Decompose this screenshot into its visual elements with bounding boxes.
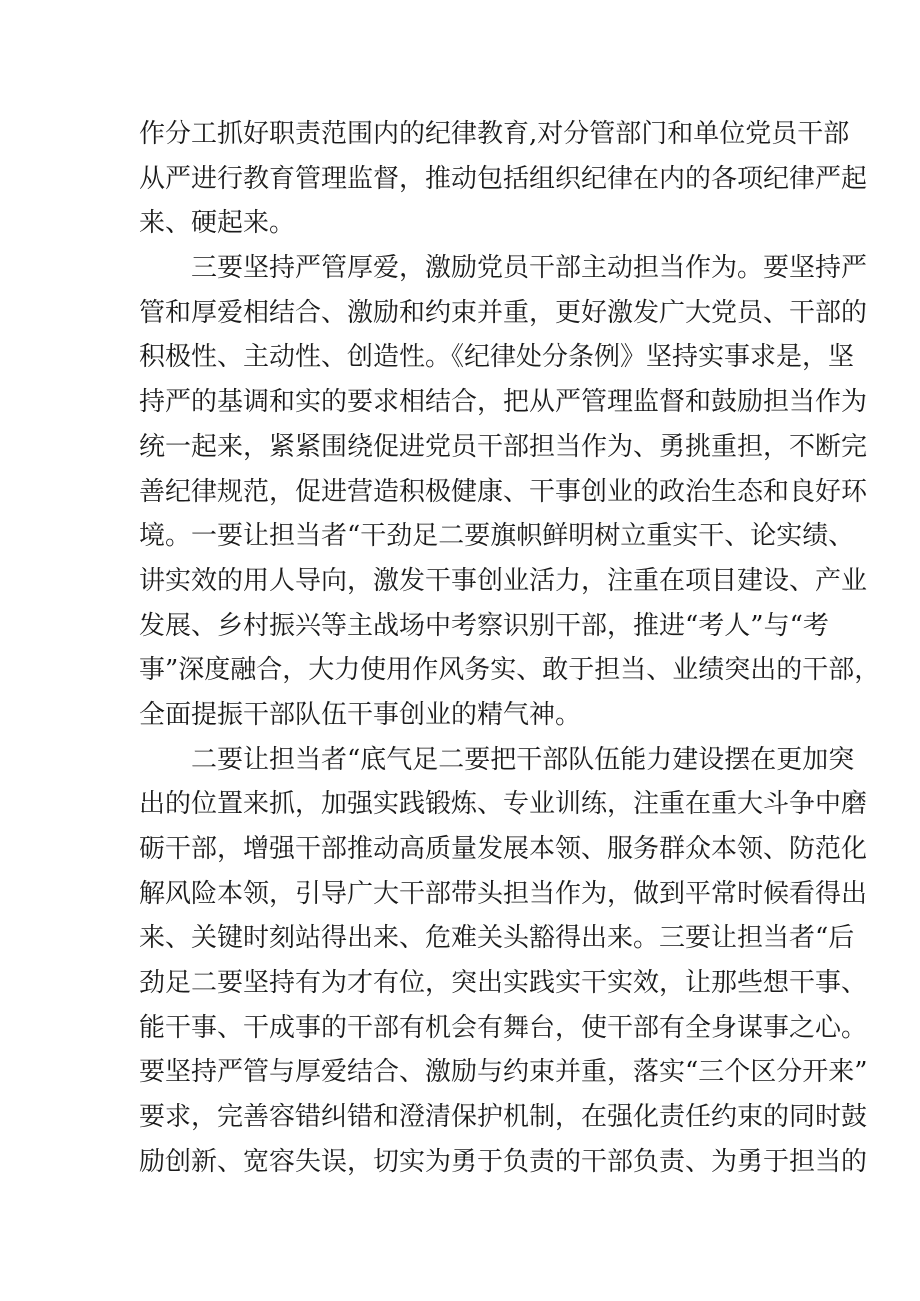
text-line: 境。一要让担当者“干劲足二要旗帜鲜明树立重实干、论实绩、 (139, 521, 855, 552)
text-line: 善纪律规范，促进营造积极健康、干事创业的政治生态和良好环 (139, 476, 868, 507)
text-line: 管和厚爱相结合、激励和约束并重，更好激发广大党员、干部的 (139, 297, 868, 328)
text-line: 全面提振干部队伍干事创业的精气神。 (139, 699, 582, 730)
text-line: 砺干部，增强干部推动高质量发展本领、服务群众本领、防范化 (139, 834, 868, 864)
text-line: 要求，完善容错纠错和澄清保护机制，在强化责任约束的同时鼓 (139, 1102, 868, 1133)
text-line: 发展、乡村振兴等主战场中考察识别干部，推进“考人”与“考 (139, 610, 829, 641)
text-line: 励创新、宽容失误，切实为勇于负责的干部负责、为勇于担当的 (139, 1146, 868, 1177)
text-line: 来、硬起来。 (139, 208, 296, 239)
text-line: 事”深度融合，大力使用作风务实、敢于担当、业绩突出的干部， (139, 655, 881, 686)
text-line: 讲实效的用人导向，激发干事创业活力，注重在项目建设、产业 (139, 565, 868, 596)
text-line: 劲足二要坚持有为才有位，突出实践实干实效，让那些想干事、 (139, 968, 868, 999)
paragraph-start-line: 二要让担当者“底气足二要把干部队伍能力建设摆在更加突 (191, 744, 855, 775)
text-line: 解风险本领，引导广大干部带头担当作为，做到平常时候看得出 (139, 878, 868, 909)
paragraph-start-line: 三要坚持严管厚爱，激励党员干部主动担当作为。要坚持严 (191, 253, 868, 284)
text-line: 统一起来，紧紧围绕促进党员干部担当作为、勇挑重担，不断完 (139, 431, 868, 462)
text-line: 出的位置来抓，加强实践锻炼、专业训练，注重在重大斗争中磨 (139, 789, 868, 820)
text-line: 从严进行教育管理监督，推动包括组织纪律在内的各项纪律严起 (139, 163, 868, 194)
text-line: 能干事、干成事的干部有机会有舞台，使干部有全身谋事之心。 (139, 1012, 868, 1043)
text-line: 要坚持严管与厚爱结合、激励与约束并重，落实“三个区分开来” (139, 1057, 868, 1088)
text-line: 作分工抓好职责范围内的纪律教育,对分管部门和单位党员干部 (139, 119, 850, 149)
text-line: 积极性、主动性、创造性。《纪律处分条例》坚持实事求是，坚 (139, 342, 855, 373)
body-text (139, 112, 881, 1185)
text-line: 来、关键时刻站得出来、危难关头豁得出来。三要让担当者“后 (139, 923, 855, 954)
text-line: 持严的基调和实的要求相结合，把从严管理监督和鼓励担当作为 (139, 387, 868, 418)
